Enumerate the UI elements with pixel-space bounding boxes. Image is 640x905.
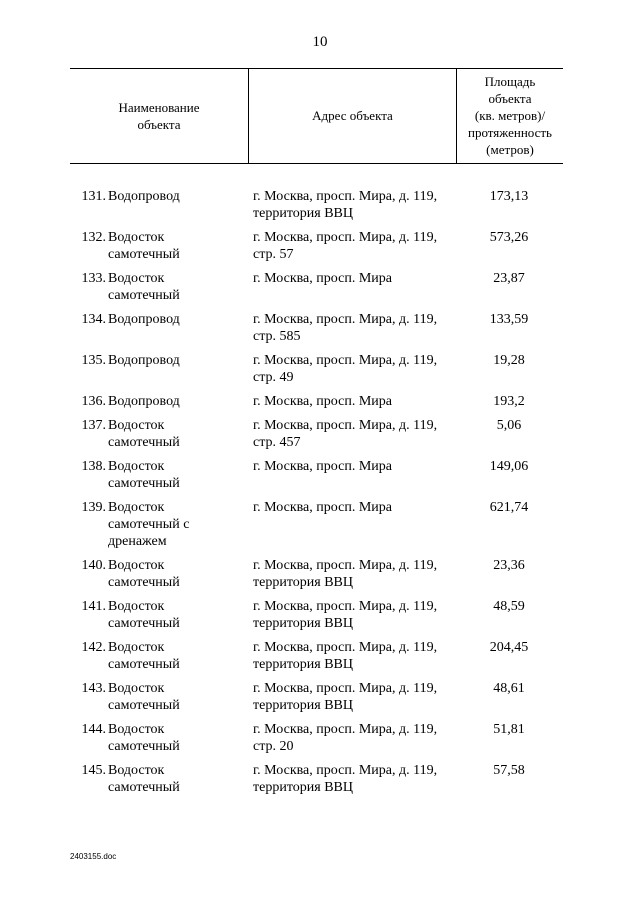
header-line: протяженность	[468, 125, 552, 140]
object-name	[108, 270, 248, 304]
table-row	[0, 270, 640, 304]
object-name	[108, 499, 248, 550]
object-area: 133,59	[489, 312, 529, 327]
object-address-line: территория ВВЦ	[253, 657, 353, 672]
object-name	[108, 598, 248, 632]
object-name-line: Водосток	[108, 763, 165, 778]
row-number: 141.	[81, 599, 106, 614]
object-address-line: территория ВВЦ	[253, 616, 353, 631]
table-row	[0, 311, 640, 345]
row-number: 144.	[81, 722, 106, 737]
table-row	[0, 393, 640, 410]
object-area: 204,45	[489, 640, 529, 655]
object-area: 48,59	[493, 599, 525, 614]
table-row	[0, 721, 640, 755]
object-name	[108, 417, 248, 451]
object-address	[253, 188, 458, 222]
object-address	[253, 311, 458, 345]
object-address-line: г. Москва, просп. Мира, д. 119,	[253, 558, 438, 573]
row-number: 138.	[81, 459, 106, 474]
object-address	[253, 557, 458, 591]
object-area: 57,58	[493, 763, 525, 778]
object-name-line: Водосток	[108, 681, 165, 696]
object-address	[253, 458, 458, 475]
table-row	[0, 598, 640, 632]
object-name	[108, 639, 248, 673]
object-name-line: самотечный	[108, 657, 180, 672]
object-name	[108, 762, 248, 796]
object-address-line: г. Москва, просп. Мира, д. 119,	[253, 681, 438, 696]
row-number: 137.	[81, 418, 106, 433]
object-address	[253, 417, 458, 451]
object-address-line: территория ВВЦ	[253, 575, 353, 590]
object-name	[108, 721, 248, 755]
object-address-line: г. Москва, просп. Мира, д. 119,	[253, 353, 438, 368]
object-address-line: г. Москва, просп. Мира, д. 119,	[253, 599, 438, 614]
row-number: 142.	[81, 640, 106, 655]
header-line: Площадь	[484, 74, 536, 89]
object-name-line: Водопровод	[108, 353, 180, 368]
object-address	[253, 721, 458, 755]
object-name-line: Водосток	[108, 640, 165, 655]
object-area: 48,61	[493, 681, 525, 696]
object-address-line: г. Москва, просп. Мира, д. 119,	[253, 418, 438, 433]
object-address-line: г. Москва, просп. Мира	[253, 459, 392, 474]
row-number: 134.	[81, 312, 106, 327]
object-address-line: г. Москва, просп. Мира, д. 119,	[253, 189, 438, 204]
table-row	[0, 639, 640, 673]
object-address-line: территория ВВЦ	[253, 780, 353, 795]
object-address-line: г. Москва, просп. Мира	[253, 394, 392, 409]
header-object-area	[457, 68, 563, 163]
object-area: 573,26	[489, 230, 529, 245]
object-area: 193,2	[493, 394, 525, 409]
object-address-line: территория ВВЦ	[253, 698, 353, 713]
object-address	[253, 598, 458, 632]
object-name-line: Водосток	[108, 599, 165, 614]
object-name-line: Водопровод	[108, 394, 180, 409]
header-line: (кв. метров)/	[474, 108, 546, 123]
row-number: 145.	[81, 763, 106, 778]
table-row	[0, 762, 640, 796]
object-address	[253, 762, 458, 796]
object-name-line: Водопровод	[108, 189, 180, 204]
object-name-line: самотечный	[108, 476, 180, 491]
row-number: 143.	[81, 681, 106, 696]
row-number: 131.	[81, 189, 106, 204]
object-address-line: стр. 20	[253, 739, 294, 754]
object-area: 5,06	[496, 418, 522, 433]
object-address	[253, 393, 458, 410]
table-row	[0, 229, 640, 263]
header-object-address	[249, 68, 456, 163]
table-row	[0, 680, 640, 714]
table-row	[0, 458, 640, 492]
object-name-line: самотечный	[108, 616, 180, 631]
object-name-line: Водосток	[108, 558, 165, 573]
object-address-line: стр. 585	[253, 329, 301, 344]
header-line: (метров)	[486, 142, 534, 157]
object-area: 149,06	[489, 459, 529, 474]
header-line: Наименование	[118, 99, 200, 115]
object-address	[253, 352, 458, 386]
object-name-line: самотечный	[108, 288, 180, 303]
page-number: 10	[312, 34, 328, 50]
object-name-line: самотечный	[108, 575, 180, 590]
object-name	[108, 229, 248, 263]
object-name-line: Водосток	[108, 271, 165, 286]
object-address-line: территория ВВЦ	[253, 206, 353, 221]
header-line: объекта	[137, 116, 181, 132]
row-number: 140.	[81, 558, 106, 573]
object-name	[108, 311, 248, 328]
object-name-line: самотечный	[108, 739, 180, 754]
row-number: 132.	[81, 230, 106, 245]
object-area: 23,87	[493, 271, 525, 286]
object-name-line: Водопровод	[108, 312, 180, 327]
object-address-line: г. Москва, просп. Мира, д. 119,	[253, 722, 438, 737]
object-name-line: самотечный	[108, 247, 180, 262]
table-body	[0, 188, 640, 803]
object-name	[108, 352, 248, 369]
object-name	[108, 458, 248, 492]
header-line: Адрес объекта	[312, 108, 393, 123]
object-address-line: стр. 57	[253, 247, 294, 262]
object-name	[108, 557, 248, 591]
object-name-line: самотечный	[108, 698, 180, 713]
object-address	[253, 270, 458, 287]
object-area: 23,36	[493, 558, 525, 573]
object-address-line: стр. 49	[253, 370, 294, 385]
row-number: 133.	[81, 271, 106, 286]
object-name-line: самотечный	[108, 780, 180, 795]
object-address	[253, 229, 458, 263]
table-row	[0, 352, 640, 386]
header-object-name	[70, 68, 248, 163]
object-area: 173,13	[489, 189, 529, 204]
object-name-line: Водосток	[108, 722, 165, 737]
object-name-line: Водосток	[108, 418, 165, 433]
table-row	[0, 557, 640, 591]
table-row	[0, 499, 640, 550]
object-address-line: г. Москва, просп. Мира, д. 119,	[253, 312, 438, 327]
object-address-line: г. Москва, просп. Мира	[253, 500, 392, 515]
object-address-line: г. Москва, просп. Мира, д. 119,	[253, 230, 438, 245]
object-address	[253, 639, 458, 673]
table-row	[0, 188, 640, 222]
object-name-line: Водосток	[108, 230, 165, 245]
object-area: 19,28	[493, 353, 525, 368]
object-name-line: Водосток	[108, 500, 165, 515]
object-name	[108, 393, 248, 410]
object-address	[253, 680, 458, 714]
object-name-line: самотечный с	[108, 517, 190, 532]
object-address-line: г. Москва, просп. Мира, д. 119,	[253, 640, 438, 655]
object-address-line: стр. 457	[253, 435, 301, 450]
object-area: 621,74	[489, 500, 529, 515]
object-name	[108, 680, 248, 714]
table-row	[0, 417, 640, 451]
object-area: 51,81	[493, 722, 525, 737]
object-name-line: Водосток	[108, 459, 165, 474]
object-name	[108, 188, 248, 205]
document-file-name: 2403155.doc	[70, 852, 117, 861]
header-line: объекта	[488, 91, 532, 106]
object-name-line: дренажем	[108, 534, 167, 549]
object-address	[253, 499, 458, 516]
table-header-bottom-rule	[70, 163, 563, 164]
row-number: 136.	[81, 394, 106, 409]
object-name-line: самотечный	[108, 435, 180, 450]
row-number: 135.	[81, 353, 106, 368]
object-address-line: г. Москва, просп. Мира, д. 119,	[253, 763, 438, 778]
object-address-line: г. Москва, просп. Мира	[253, 271, 392, 286]
row-number: 139.	[81, 500, 106, 515]
